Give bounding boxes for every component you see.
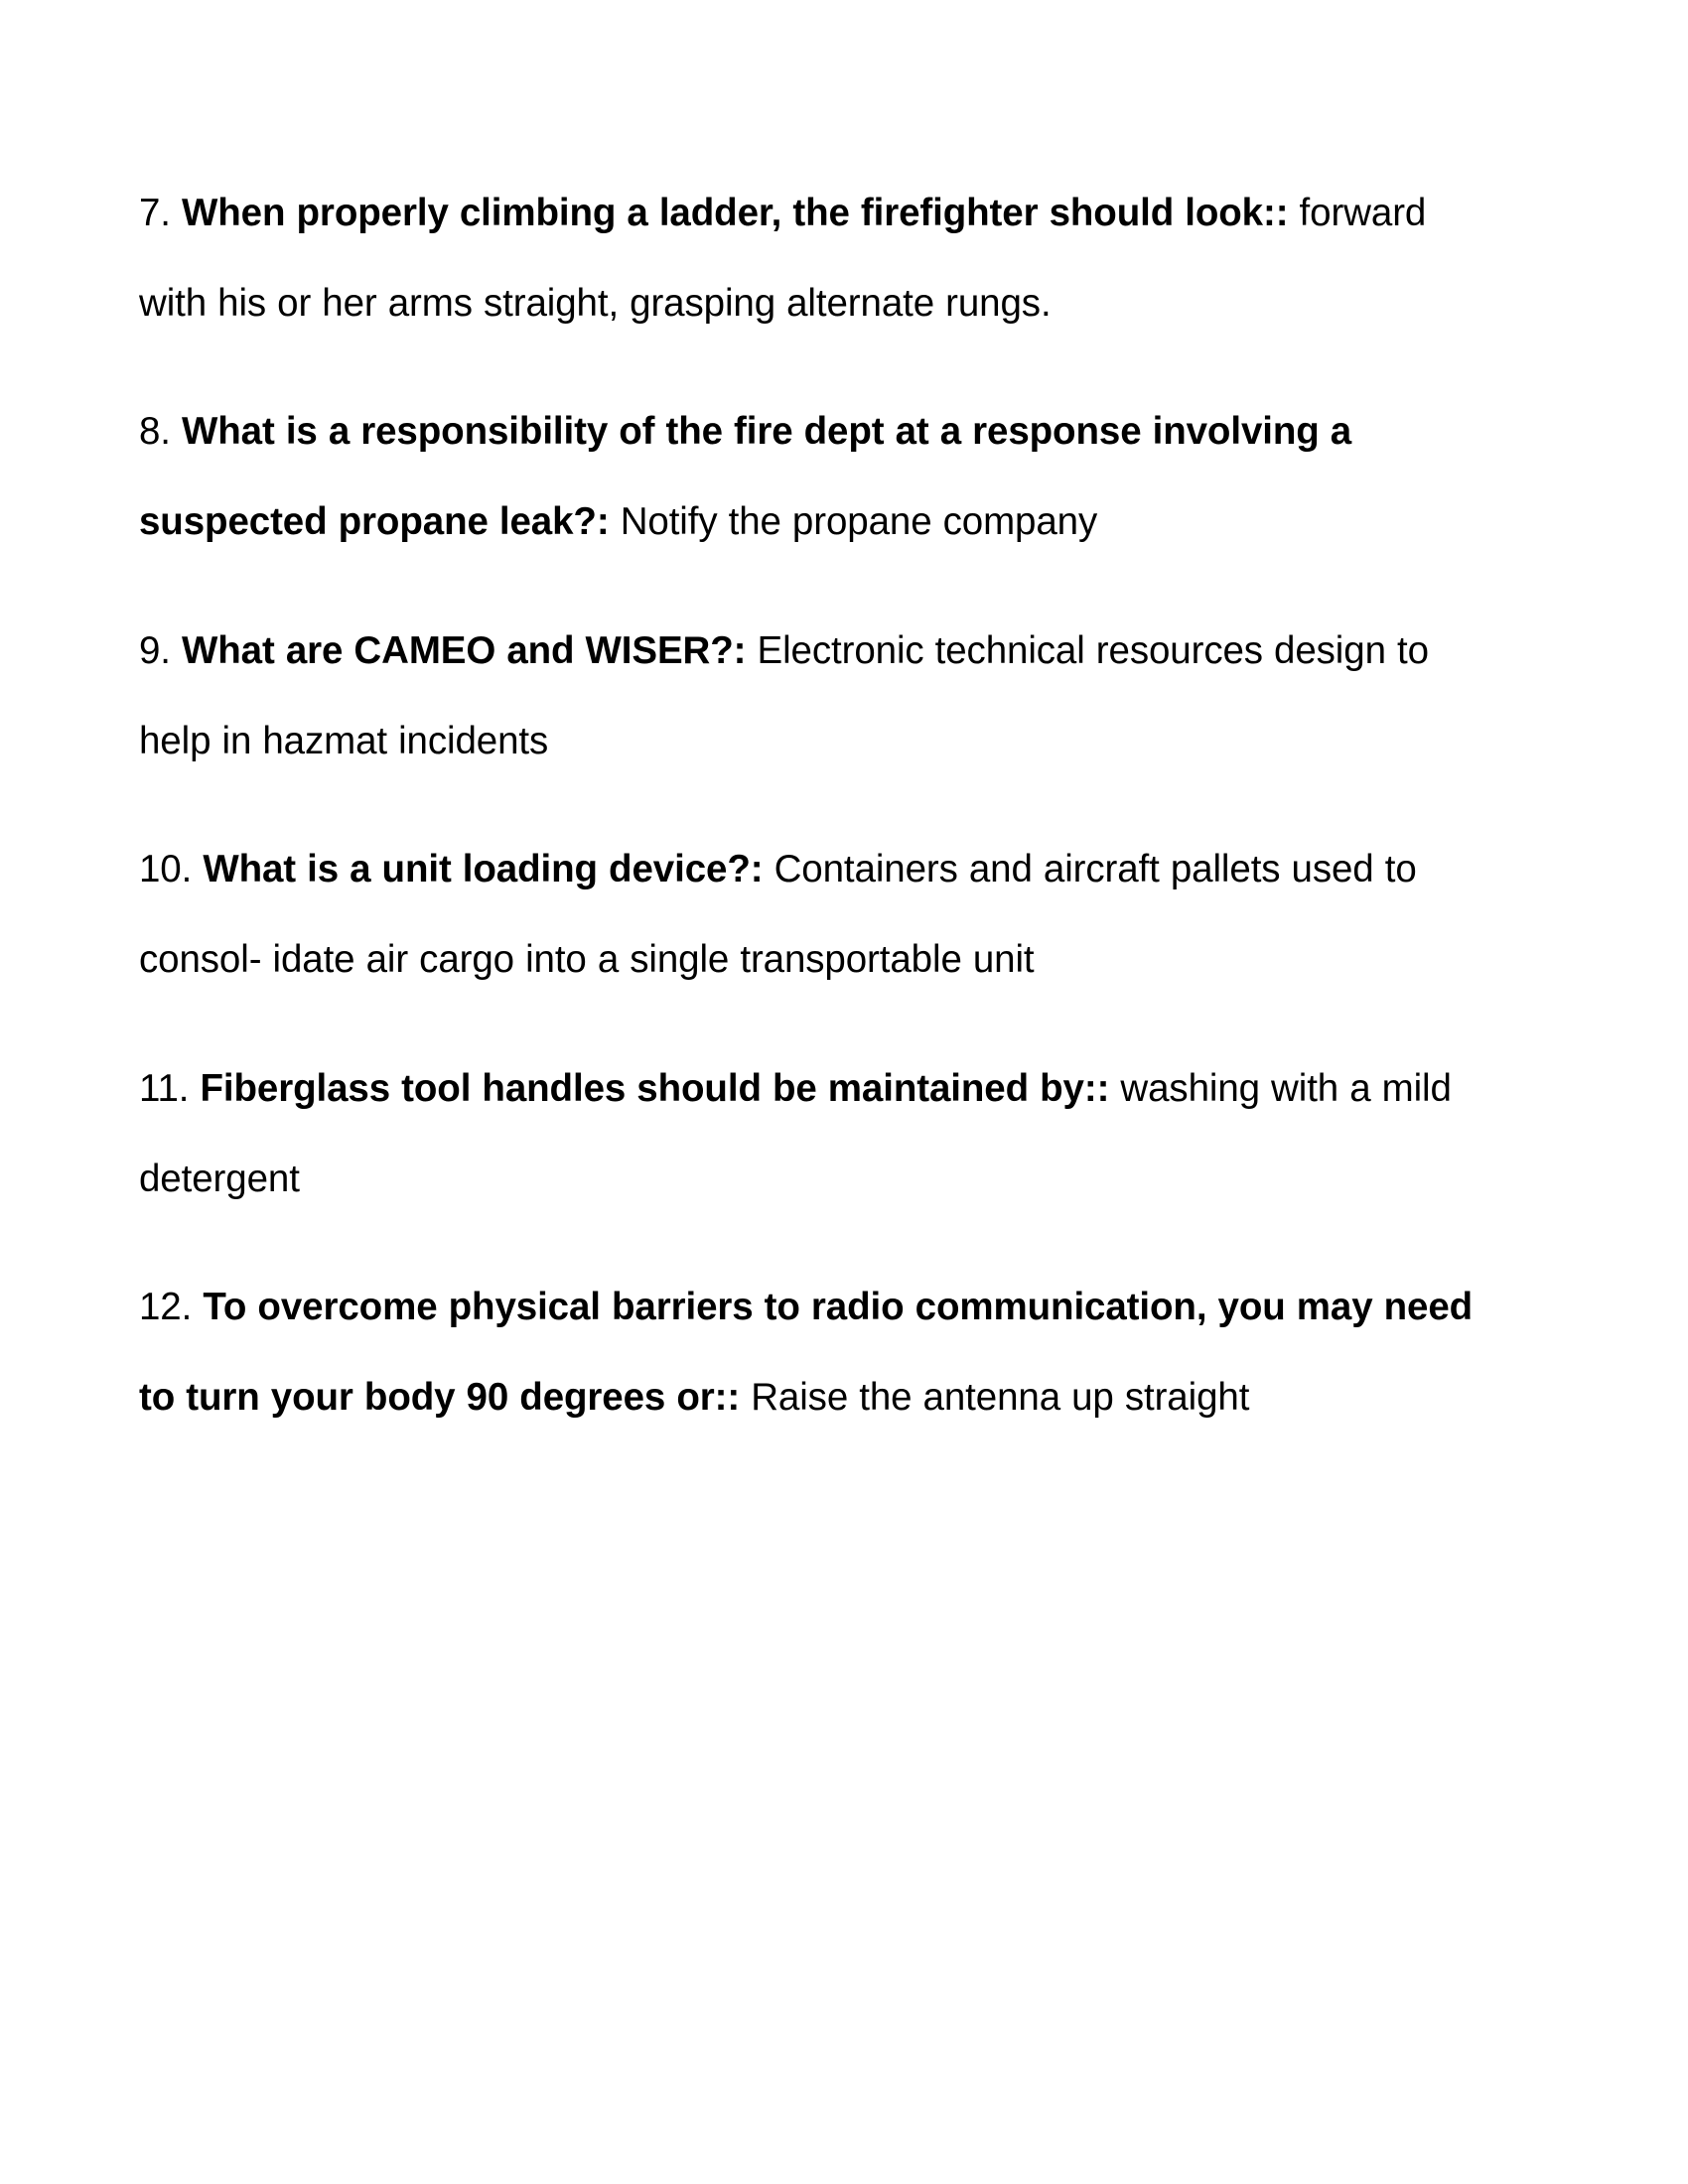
space — [763, 848, 774, 890]
item-number: 8. — [139, 410, 171, 453]
space — [171, 410, 182, 453]
qa-entry-12 — [139, 1262, 1489, 1442]
item-question: What is a responsibility of the fire dept at a response involving a suspected propane leak?: — [139, 410, 1352, 543]
list-item — [139, 1043, 1489, 1224]
space — [192, 848, 203, 890]
qa-entry-7 — [139, 168, 1489, 348]
space — [740, 1376, 751, 1419]
item-number: 7. — [139, 191, 171, 234]
item-question: When properly climbing a ladder, the firefighter should look:: — [182, 191, 1289, 234]
item-number: 9. — [139, 628, 171, 672]
list-item — [139, 606, 1489, 786]
list-item — [139, 386, 1489, 567]
space — [1288, 192, 1299, 234]
qa-entry-10 — [139, 824, 1489, 1005]
qa-entry-11 — [139, 1043, 1489, 1224]
space — [610, 500, 621, 543]
list-item — [139, 1262, 1489, 1442]
space — [1109, 1067, 1120, 1110]
space — [171, 629, 182, 672]
item-question: What are CAMEO and WISER?: — [182, 628, 747, 672]
item-number: 12. — [139, 1286, 193, 1328]
space — [189, 1067, 200, 1110]
item-answer: Notify the propane company — [620, 500, 1098, 543]
space — [192, 1286, 203, 1328]
list-item — [139, 168, 1489, 348]
space — [171, 192, 182, 234]
item-answer: Raise the antenna up straight — [751, 1376, 1250, 1419]
list-item — [139, 824, 1489, 1005]
item-answer: forward with his or her arms straight, grasping alternate rungs. — [139, 191, 1427, 325]
item-answer: Containers and aircraft pallets used to consol- idate air cargo into a single transportable unit — [139, 848, 1417, 981]
qa-entry-9 — [139, 606, 1489, 786]
item-question: What is a unit loading device?: — [203, 848, 764, 890]
question-answer-list — [139, 168, 1489, 1443]
item-answer: Electronic technical resources design to help in hazmat incidents — [139, 628, 1429, 762]
item-number: 11. — [139, 1066, 190, 1110]
qa-entry-8 — [139, 386, 1489, 567]
item-question: Fiberglass tool handles should be maintained by:: — [200, 1066, 1110, 1110]
item-answer: washing with a mild detergent — [139, 1066, 1452, 1200]
item-question: To overcome physical barriers to radio communication, you may need to turn your body 90 degrees or:: — [139, 1286, 1474, 1419]
item-number: 10. — [139, 848, 193, 890]
space — [746, 629, 757, 672]
